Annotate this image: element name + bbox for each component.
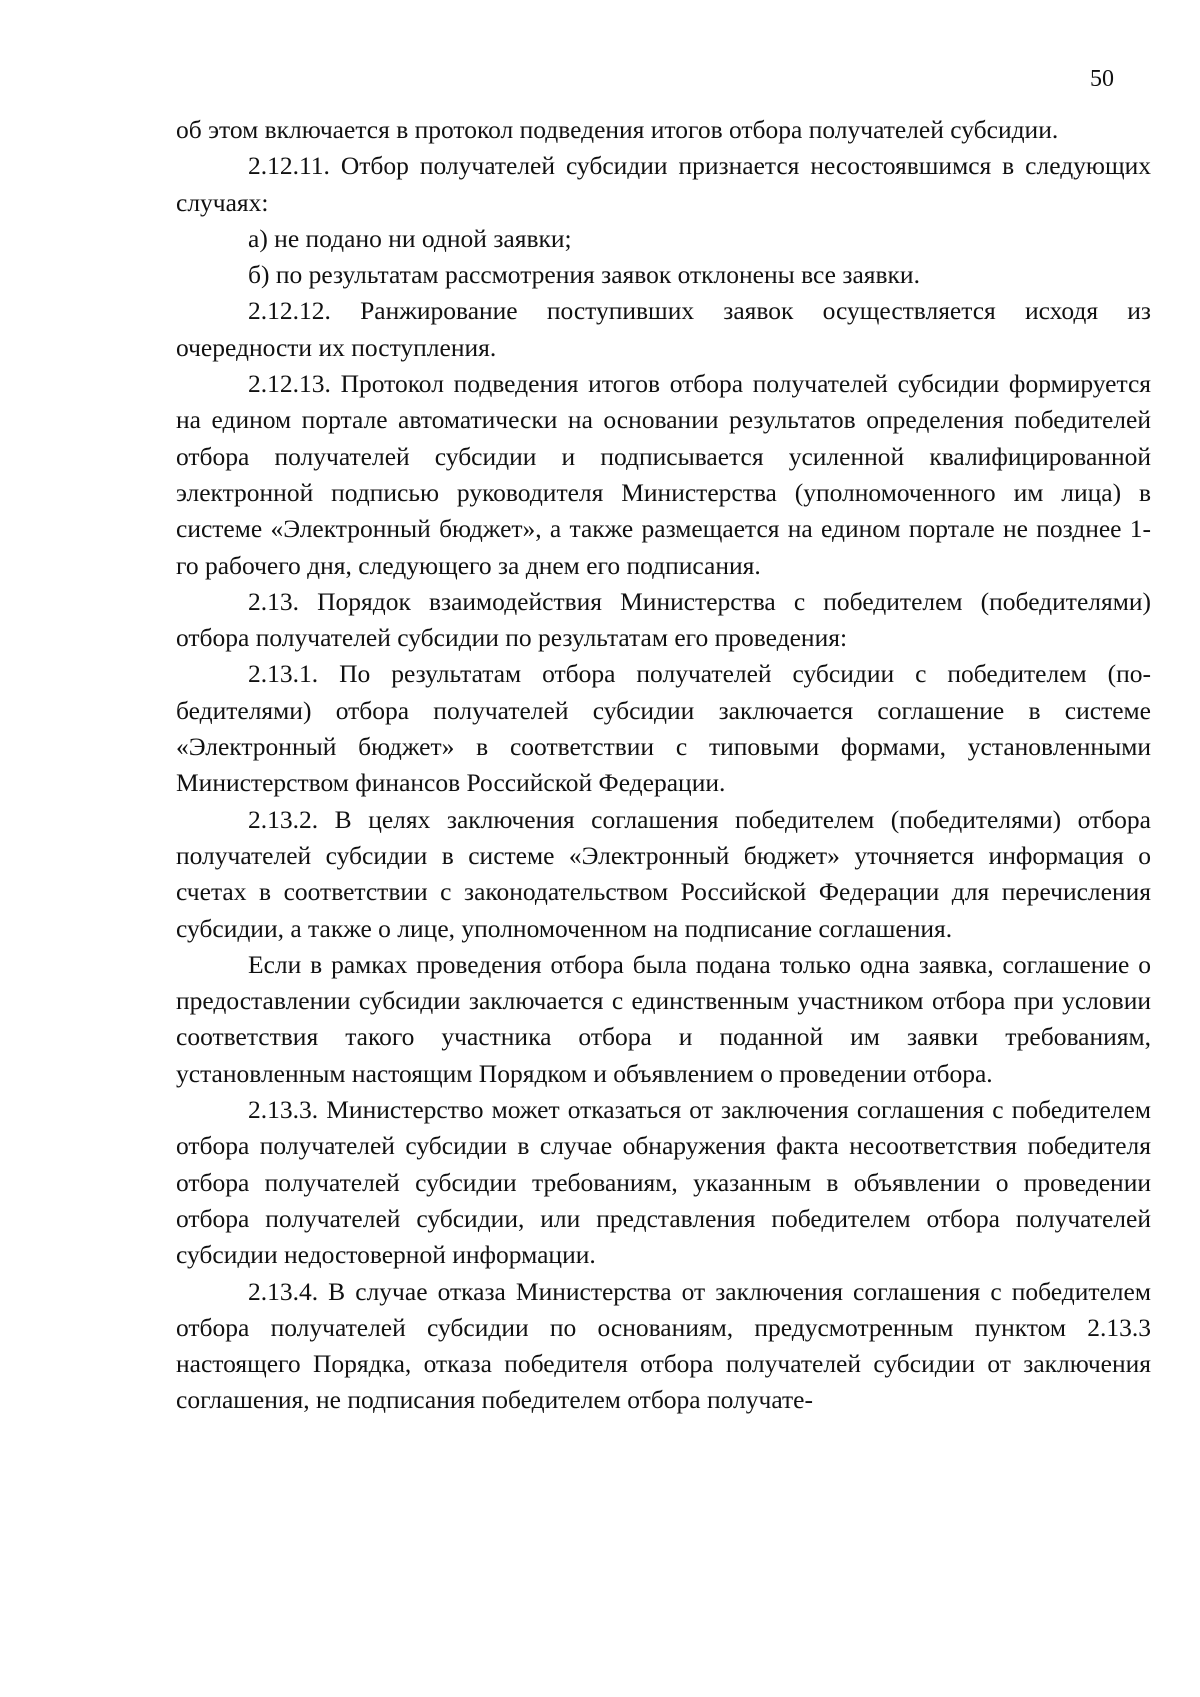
list-item-b: б) по результатам рассмотрения заявок отклонены все заявки. (248, 260, 920, 290)
paragraph-2-13-2: 2.13.2. В целях заключения соглашения победителем (победителями) отбора получателей субсидии в системе «Электронный бюджет» уточняется информация о счетах в соответствии с законодательством Российской Федерации для перечисления субсидии, а также о лице, уполномоченном на подписание соглашения. (176, 804, 1151, 943)
paragraph-2-12-12: 2.12.12. Ранжирование поступивших заявок осуществляется исходя из очередности их поступления. (176, 296, 1151, 362)
paragraph-2-12-11: 2.12.11. Отбор получателей субсидии признается несостоявшимся в следующих случаях: (176, 151, 1151, 217)
paragraph-2-13: 2.13. Порядок взаимодействия Министерства с победителем (победителями) отбора получателей субсидии по результатам его проведения: (176, 586, 1151, 653)
list-item-a: а) не подано ни одной заявки; (248, 223, 572, 253)
paragraph-continuation: об этом включается в протокол подведения итогов отбора получателей субсидии. (176, 115, 1059, 144)
paragraph-2-13-1: 2.13.1. По результатам отбора получателей субсидии с победителем (победителями) отбора получателей субсидии заключается соглашение в системе «Электронный бюджет» в соответствии с типовыми формами, установленными Министерством финансов Российской Федерации. (176, 659, 1151, 798)
paragraph-2-13-3: 2.13.3. Министерство может отказаться от заключения соглашения с победителем отбора получателей субсидии в случае обнаружения факта несоответствия победителя отбора получателей субсидии требованиям, указанным в объявлении о проведении отбора получателей субсидии, или представления победителем отбора получателей субсидии недостоверной информации. (176, 1095, 1151, 1270)
page-number: 50 (1090, 66, 1114, 92)
paragraph-single-application: Если в рамках проведения отбора была подана только одна заявка, соглашение о предоставлении субсидии заключается с единственным участником отбора при условии соответствия такого участника отбора и поданной им заявки требованиям, установленным настоящим Порядком и объявлением о проведении отбора. (176, 949, 1151, 1088)
document-body (176, 112, 1151, 1419)
paragraph-2-13-4: 2.13.4. В случае отказа Министерства от заключения соглашения с победителем отбора получателей субсидии по основаниям, предусмотренным пунктом 2.13.3 настоящего Порядка, отказа победителя отбора получателей субсидии от заключения соглашения, не подписания победителем отбора получате- (176, 1276, 1151, 1415)
paragraph-2-12-13: 2.12.13. Протокол подведения итогов отбора получателей субсидии формируется на едином портале автоматически на основании результатов определения победителей отбора получателей субсидии и подписывается усиленной квалифицированной электронной подписью руководителя Министерства (уполномоченного им лица) в системе «Электронный бюджет», а также размещается на едином портале не позднее 1-го рабочего дня, следующего за днем его подписания. (176, 369, 1151, 580)
